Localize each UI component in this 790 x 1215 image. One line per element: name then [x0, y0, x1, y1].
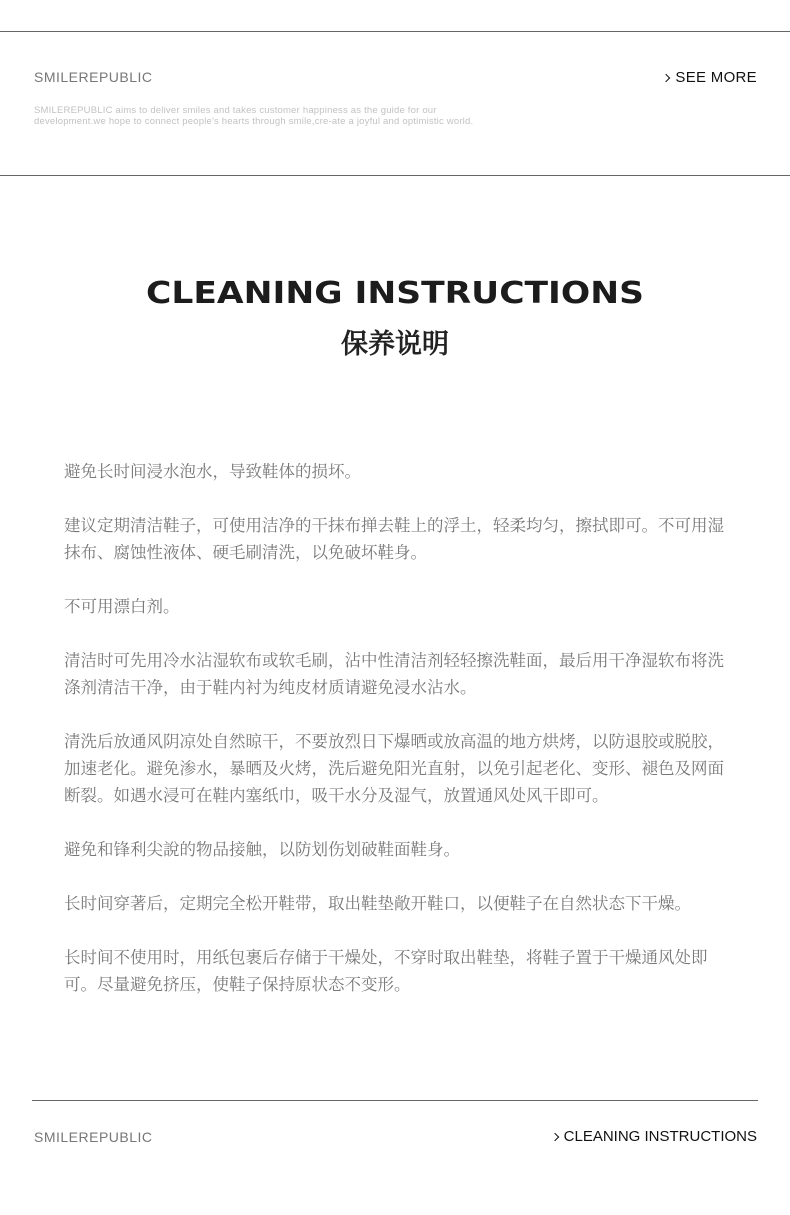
footer-brand-name: SMILEREPUBLIC: [34, 1129, 153, 1145]
page-title: CLEANING INSTRUCTIONS: [146, 276, 644, 311]
see-more-link[interactable]: [663, 69, 757, 86]
instruction-list: [64, 458, 730, 1025]
brand-tagline: SMILEREPUBLIC aims to deliver smiles and takes customer happiness as the guide for our development.we hope to connect people's hearts through smile,cre-ate a joyful and optimistic world.: [34, 105, 474, 127]
page-subtitle: 保养说明: [341, 329, 449, 360]
chevron-right-icon: [662, 73, 670, 81]
header: [0, 31, 790, 176]
instruction-item: 建议定期清洁鞋子，可使用洁净的干抹布掸去鞋上的浮土，轻柔均匀，擦拭即可。不可用湿抹布、腐蚀性液体、硬毛刷清洗，以免破坏鞋身。: [64, 516, 724, 562]
instruction-item: 避免长时间浸水泡水，导致鞋体的损坏。: [64, 462, 361, 481]
header-divider: [0, 175, 790, 176]
instruction-item: 清洗后放通风阴凉处自然晾干，不要放烈日下爆晒或放高温的地方烘烤，以防退胶或脱胶，加速老化。避免渗水，暴晒及火烤，洗后避免阳光直射，以免引起老化、变形、褪色及网面断裂。如遇水浸可在鞋内塞纸巾，吸干水分及湿气，放置通风处风干即可。: [64, 732, 724, 805]
see-more-label: SEE MORE: [675, 69, 757, 86]
instruction-item: 长时间穿著后，定期完全松开鞋带，取出鞋垫敞开鞋口，以便鞋子在自然状态下干燥。: [64, 894, 691, 913]
footer-divider: [32, 1100, 758, 1101]
instruction-item: 不可用漂白剂。: [64, 597, 180, 616]
brand-name: SMILEREPUBLIC: [34, 69, 153, 85]
footer-link-label: CLEANING INSTRUCTIONS: [563, 1128, 757, 1145]
chevron-right-icon: [550, 1132, 558, 1140]
instruction-item: 避免和锋利尖說的物品接触，以防划伤划破鞋面鞋身。: [64, 840, 460, 859]
footer-cleaning-link[interactable]: [552, 1128, 757, 1145]
instruction-item: 长时间不使用时，用纸包裹后存储于干燥处，不穿时取出鞋垫，将鞋子置于干燥通风处即可。尽量避免挤压，使鞋子保持原状态不变形。: [64, 948, 708, 994]
instruction-item: 清洁时可先用冷水沾湿软布或软毛刷，沾中性清洁剂轻轻擦洗鞋面，最后用干净湿软布将洗涤剂清洁干净，由于鞋内衬为纯皮材质请避免浸水沾水。: [64, 651, 724, 697]
